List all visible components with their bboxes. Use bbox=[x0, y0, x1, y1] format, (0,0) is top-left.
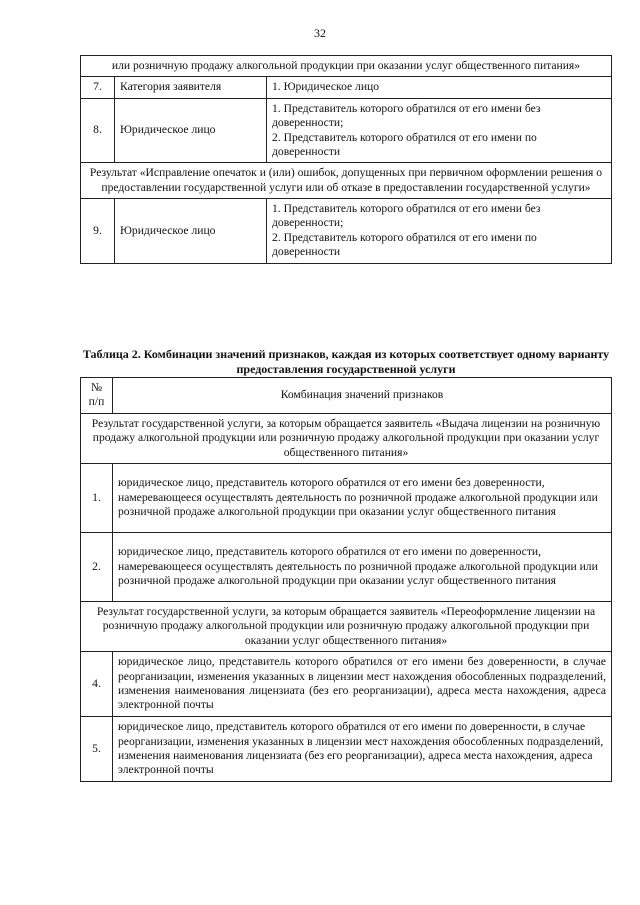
section-result-continuation: или розничную продажу алкогольной продукции при оказании услуг общественного питания» bbox=[81, 56, 612, 77]
attributes-table bbox=[80, 55, 612, 264]
table-row bbox=[81, 163, 612, 199]
attribute-values bbox=[267, 199, 612, 264]
row-number: 2. bbox=[81, 532, 113, 601]
table-row bbox=[81, 413, 612, 463]
table-header-row bbox=[81, 378, 612, 414]
attribute-value-line: 1. Представитель которого обратился от его имени без доверенности; bbox=[272, 101, 541, 130]
row-number: 4. bbox=[81, 652, 113, 717]
attribute-label: Юридическое лицо bbox=[115, 199, 267, 264]
column-header-number: № п/п bbox=[81, 378, 113, 414]
combination-text: юридическое лицо, представитель которого обратился от его имени без доверенности, намеревающееся осуществлять деятельность по розничной продаже алкогольной продукции или розничной продаже алкогольной продукции при оказании услуг общественного питания bbox=[113, 463, 612, 532]
row-number: 1. bbox=[81, 463, 113, 532]
attribute-label: Категория заявителя bbox=[115, 77, 267, 98]
attribute-values bbox=[267, 98, 612, 163]
combination-text: юридическое лицо, представитель которого обратился от его имени по доверенности, в случае реорганизации, изменения указанных в лицензии мест нахождения обособленных подразделений, изменения наименования лицензиата (без его реорганизации), адреса места нахождения, адреса электронной почты bbox=[113, 717, 612, 782]
table-row bbox=[81, 532, 612, 601]
section-result-heading: Результат государственной услуги, за которым обращается заявитель «Выдача лицензии на розничную продажу алкогольной продукции или розничную продажу алкогольной продукции при оказании услуг общественного питания» bbox=[81, 413, 612, 463]
combinations-table bbox=[80, 377, 612, 782]
table-row bbox=[81, 601, 612, 651]
attribute-value-line: 1. Юридическое лицо bbox=[272, 80, 380, 94]
attribute-value-line: 2. Представитель которого обратился от его имени по доверенности bbox=[272, 230, 537, 259]
table-row bbox=[81, 199, 612, 264]
row-number: 5. bbox=[81, 717, 113, 782]
combination-text: юридическое лицо, представитель которого обратился от его имени по доверенности, намеревающееся осуществлять деятельность по розничной продаже алкогольной продукции или розничной продаже алкогольной продукции при оказании услуг общественного питания bbox=[113, 532, 612, 601]
row-number: 7. bbox=[81, 77, 115, 98]
combination-text: юридическое лицо, представитель которого обратился от его имени без доверенности, в случае реорганизации, изменения указанных в лицензии мест нахождения обособленных подразделений, изменения наименования лицензиата (без его реорганизации), адреса места нахождения, адреса электронной почты bbox=[113, 652, 612, 717]
row-number: 9. bbox=[81, 199, 115, 264]
section-result-heading: Результат «Исправление опечаток и (или) ошибок, допущенных при первичном оформлении решения о предоставлении государственной услуги или об отказе в предоставлении государственной услуги» bbox=[81, 163, 612, 199]
table-row bbox=[81, 717, 612, 782]
table-row bbox=[81, 56, 612, 77]
section-result-heading: Результат государственной услуги, за которым обращается заявитель «Переоформление лицензии на розничную продажу алкогольной продукции или розничную продажу алкогольной продукции при оказании услуг общественного питания» bbox=[81, 601, 612, 651]
attribute-value-line: 2. Представитель которого обратился от его имени по доверенности bbox=[272, 130, 537, 158]
column-header-combination: Комбинация значений признаков bbox=[113, 378, 612, 414]
attribute-label: Юридическое лицо bbox=[115, 98, 267, 163]
table-row bbox=[81, 77, 612, 98]
row-number: 8. bbox=[81, 98, 115, 163]
attribute-value-line: 1. Представитель которого обратился от его имени без доверенности; bbox=[272, 202, 541, 230]
table2-title: Таблица 2. Комбинации значений признаков, каждая из которых соответствует одному варианту предоставления государственной услуги bbox=[82, 347, 610, 376]
attribute-values bbox=[267, 77, 612, 98]
table-row bbox=[81, 98, 612, 163]
table-row bbox=[81, 463, 612, 532]
page-number: 32 bbox=[314, 26, 326, 40]
table-row bbox=[81, 652, 612, 717]
